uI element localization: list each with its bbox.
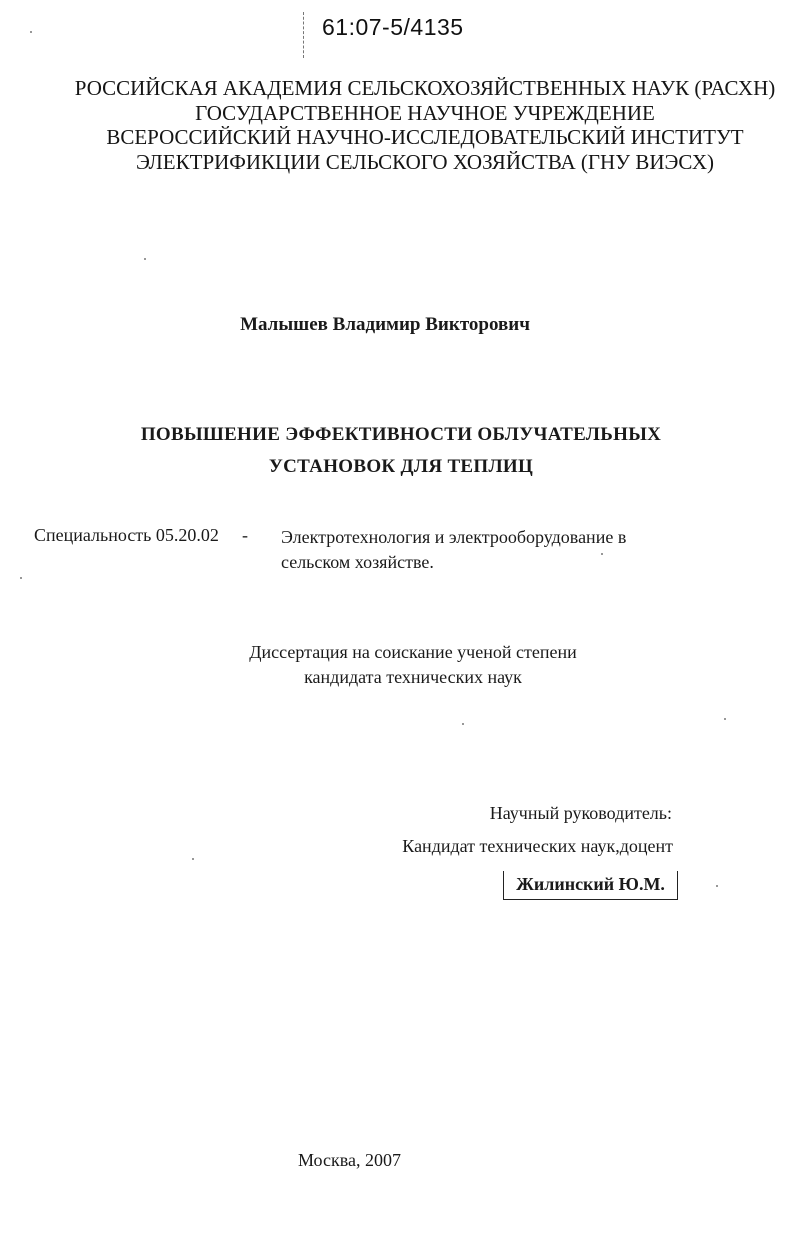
scan-speck (601, 553, 603, 555)
dissertation-degree-statement (0, 640, 797, 690)
title-line: УСТАНОВОК ДЛЯ ТЕПЛИЦ (268, 456, 534, 477)
place-and-year: Москва, 2007 (298, 1150, 401, 1170)
specialty-description (281, 525, 626, 575)
catalog-number: 61:07-5/4135 (322, 14, 464, 40)
scan-speck (30, 31, 32, 33)
title-line: ПОВЫШЕНИЕ ЭФФЕКТИВНОСТИ ОБЛУЧАТЕЛЬНЫХ (140, 424, 662, 445)
supervisor-label: Научный руководитель: (489, 803, 672, 823)
dissertation-title (0, 419, 797, 483)
author-name: Малышев Владимир Викторович (240, 314, 530, 335)
scan-speck (716, 885, 718, 887)
institution-line: ВСЕРОССИЙСКИЙ НАУЧНО-ИССЛЕДОВАТЕЛЬСКИЙ ИНСТИТУТ (106, 125, 744, 149)
scan-speck (192, 858, 194, 860)
dissertation-line: Диссертация на соискание ученой степени (249, 642, 577, 662)
specialty-line: сельском хозяйстве. (281, 552, 434, 572)
scan-speck (20, 577, 22, 579)
catalog-margin-line (303, 12, 304, 58)
institution-line: РОССИЙСКАЯ АКАДЕМИЯ СЕЛЬСКОХОЗЯЙСТВЕННЫХ НАУК (РАСХН) (74, 76, 776, 100)
scan-speck (724, 718, 726, 720)
dissertation-line: кандидата технических наук (304, 667, 522, 687)
institution-line: ЭЛЕКТРИФИКЦИИ СЕЛЬСКОГО ХОЗЯЙСТВА (ГНУ ВИЭСХ) (136, 149, 714, 174)
scan-speck (144, 258, 146, 260)
scan-speck (462, 723, 464, 725)
supervisor-degree: Кандидат технических наук,доцент (402, 836, 673, 856)
institution-line: ГОСУДАРСТВЕННОЕ НАУЧНОЕ УЧРЕЖДЕНИЕ (195, 100, 655, 125)
institution-header (40, 76, 797, 174)
specialty-separator: - (242, 525, 248, 545)
specialty-line: Электротехнология и электрооборудование в (281, 527, 627, 547)
supervisor-name: Жилинский Ю.М. (503, 871, 678, 900)
specialty-label: Специальность 05.20.02 (34, 525, 219, 545)
